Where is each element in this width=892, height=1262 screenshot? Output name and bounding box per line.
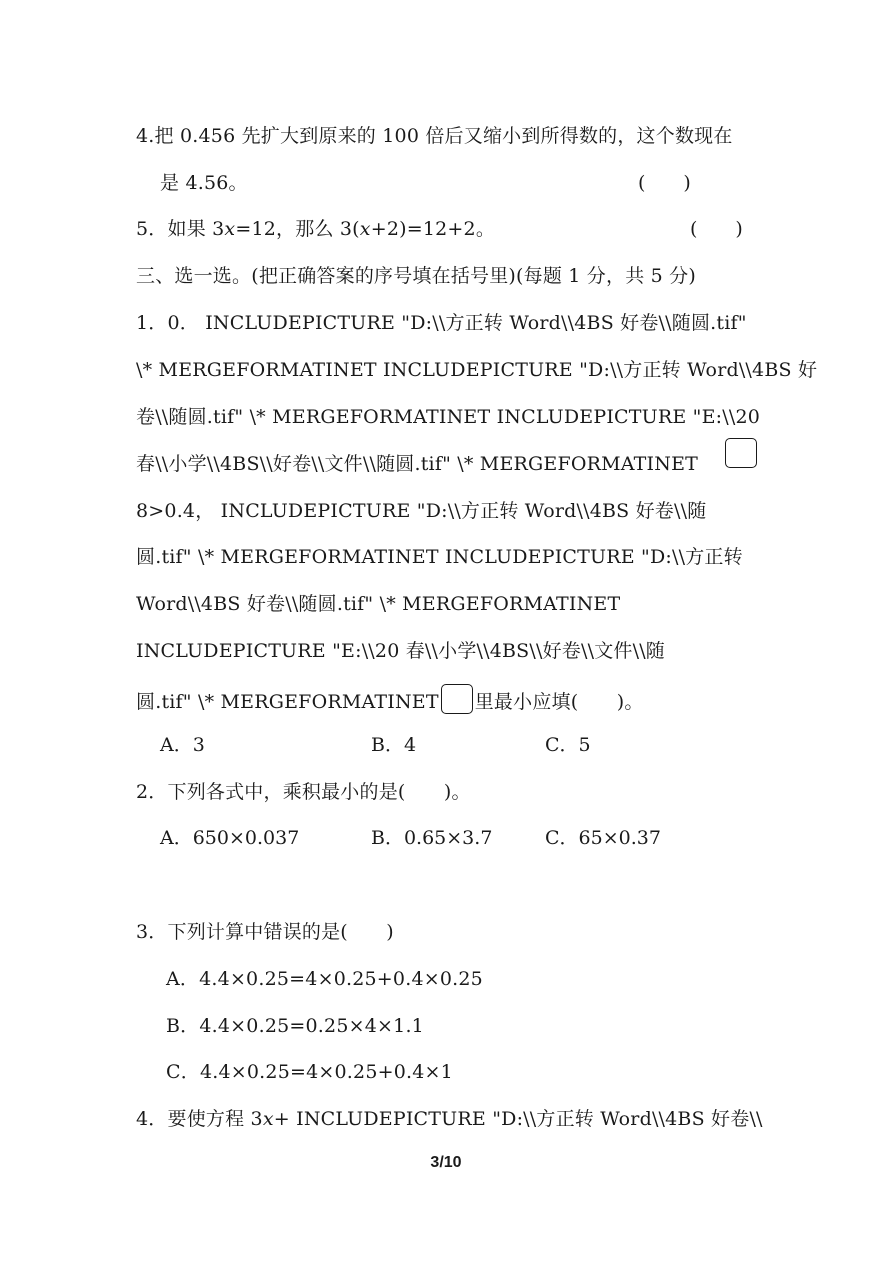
q1-option-a: A．3 — [160, 734, 205, 756]
q1-line9-pre: 圆.tif" \* MERGEFORMATINET — [136, 691, 439, 713]
q1-line8: INCLUDEPICTURE "E:\\20 春\\小学\\4BS\\好卷\\文件\\随 — [136, 640, 665, 662]
q1-line2: \* MERGEFORMATINET INCLUDEPICTURE "D:\\方正转 Word\\4BS 好 — [136, 359, 818, 381]
q1-line4 — [136, 450, 698, 478]
q3-option-b: B．4.4×0.25=0.25×4×1.1 — [166, 1015, 424, 1037]
q1-line3: 卷\\随圆.tif" \* MERGEFORMATINET INCLUDEPICTURE "E:\\20 — [136, 406, 761, 428]
judge-q4-line2: 是 4.56。 — [160, 172, 248, 194]
q4-post: + INCLUDEPICTURE "D:\\方正转 Word\\4BS 好卷\\ — [273, 1108, 763, 1130]
judge-q5-post: +2)=12+2。 — [370, 218, 496, 240]
q2-option-b: B．0.65×3.7 — [371, 827, 493, 849]
q2-option-c: C．65×0.37 — [545, 827, 661, 849]
q3-option-a: A．4.4×0.25=4×0.25+0.4×0.25 — [166, 968, 483, 990]
q4-stem — [136, 1105, 763, 1133]
judge-q5-pre: 5．如果 3 — [136, 218, 225, 240]
judge-q5-var1: x — [224, 218, 236, 240]
q3-stem: 3．下列计算中错误的是( ) — [136, 921, 394, 943]
q1-line9 — [136, 684, 644, 716]
blank-box-icon — [441, 684, 473, 714]
q4-pre: 4．要使方程 3 — [136, 1108, 263, 1130]
q4-var: x — [262, 1108, 274, 1130]
q1-line9-post: 里最小应填( )。 — [474, 691, 644, 713]
section3-heading: 三、选一选。(把正确答案的序号填在括号里)(每题 1 分，共 5 分) — [136, 265, 696, 287]
q1-option-c: C．5 — [545, 734, 591, 756]
q1-line7: Word\\4BS 好卷\\随圆.tif" \* MERGEFORMATINET — [136, 593, 621, 615]
judge-q4-line1: 4.把 0.456 先扩大到原来的 100 倍后又缩小到所得数的，这个数现在 — [136, 125, 733, 147]
q1-line5: 8>0.4， INCLUDEPICTURE "D:\\方正转 Word\\4BS 好卷\\随 — [136, 500, 707, 522]
judge-q5-mid: =12，那么 3( — [235, 218, 360, 240]
judge-q5-answer-paren: ( ) — [690, 218, 743, 240]
judge-q5 — [136, 215, 495, 243]
q3-option-c: C．4.4×0.25=4×0.25+0.4×1 — [166, 1061, 453, 1083]
q1-line6: 圆.tif" \* MERGEFORMATINET INCLUDEPICTURE "D:\\方正转 — [136, 546, 743, 568]
judge-q5-var2: x — [359, 218, 371, 240]
page-number: 3/10 — [430, 1154, 462, 1171]
q2-stem: 2．下列各式中，乘积最小的是( )。 — [136, 781, 471, 803]
blank-box-icon — [725, 438, 757, 468]
q1-line4-text: 春\\小学\\4BS\\好卷\\文件\\随圆.tif" \* MERGEFORMATINET — [136, 453, 699, 475]
q1-option-b: B．4 — [371, 734, 417, 756]
judge-q4-answer-paren: ( ) — [638, 172, 691, 194]
q2-option-a: A．650×0.037 — [160, 827, 300, 849]
q1-line1: 1．0． INCLUDEPICTURE "D:\\方正转 Word\\4BS 好卷\\随圆.tif" — [136, 312, 747, 334]
